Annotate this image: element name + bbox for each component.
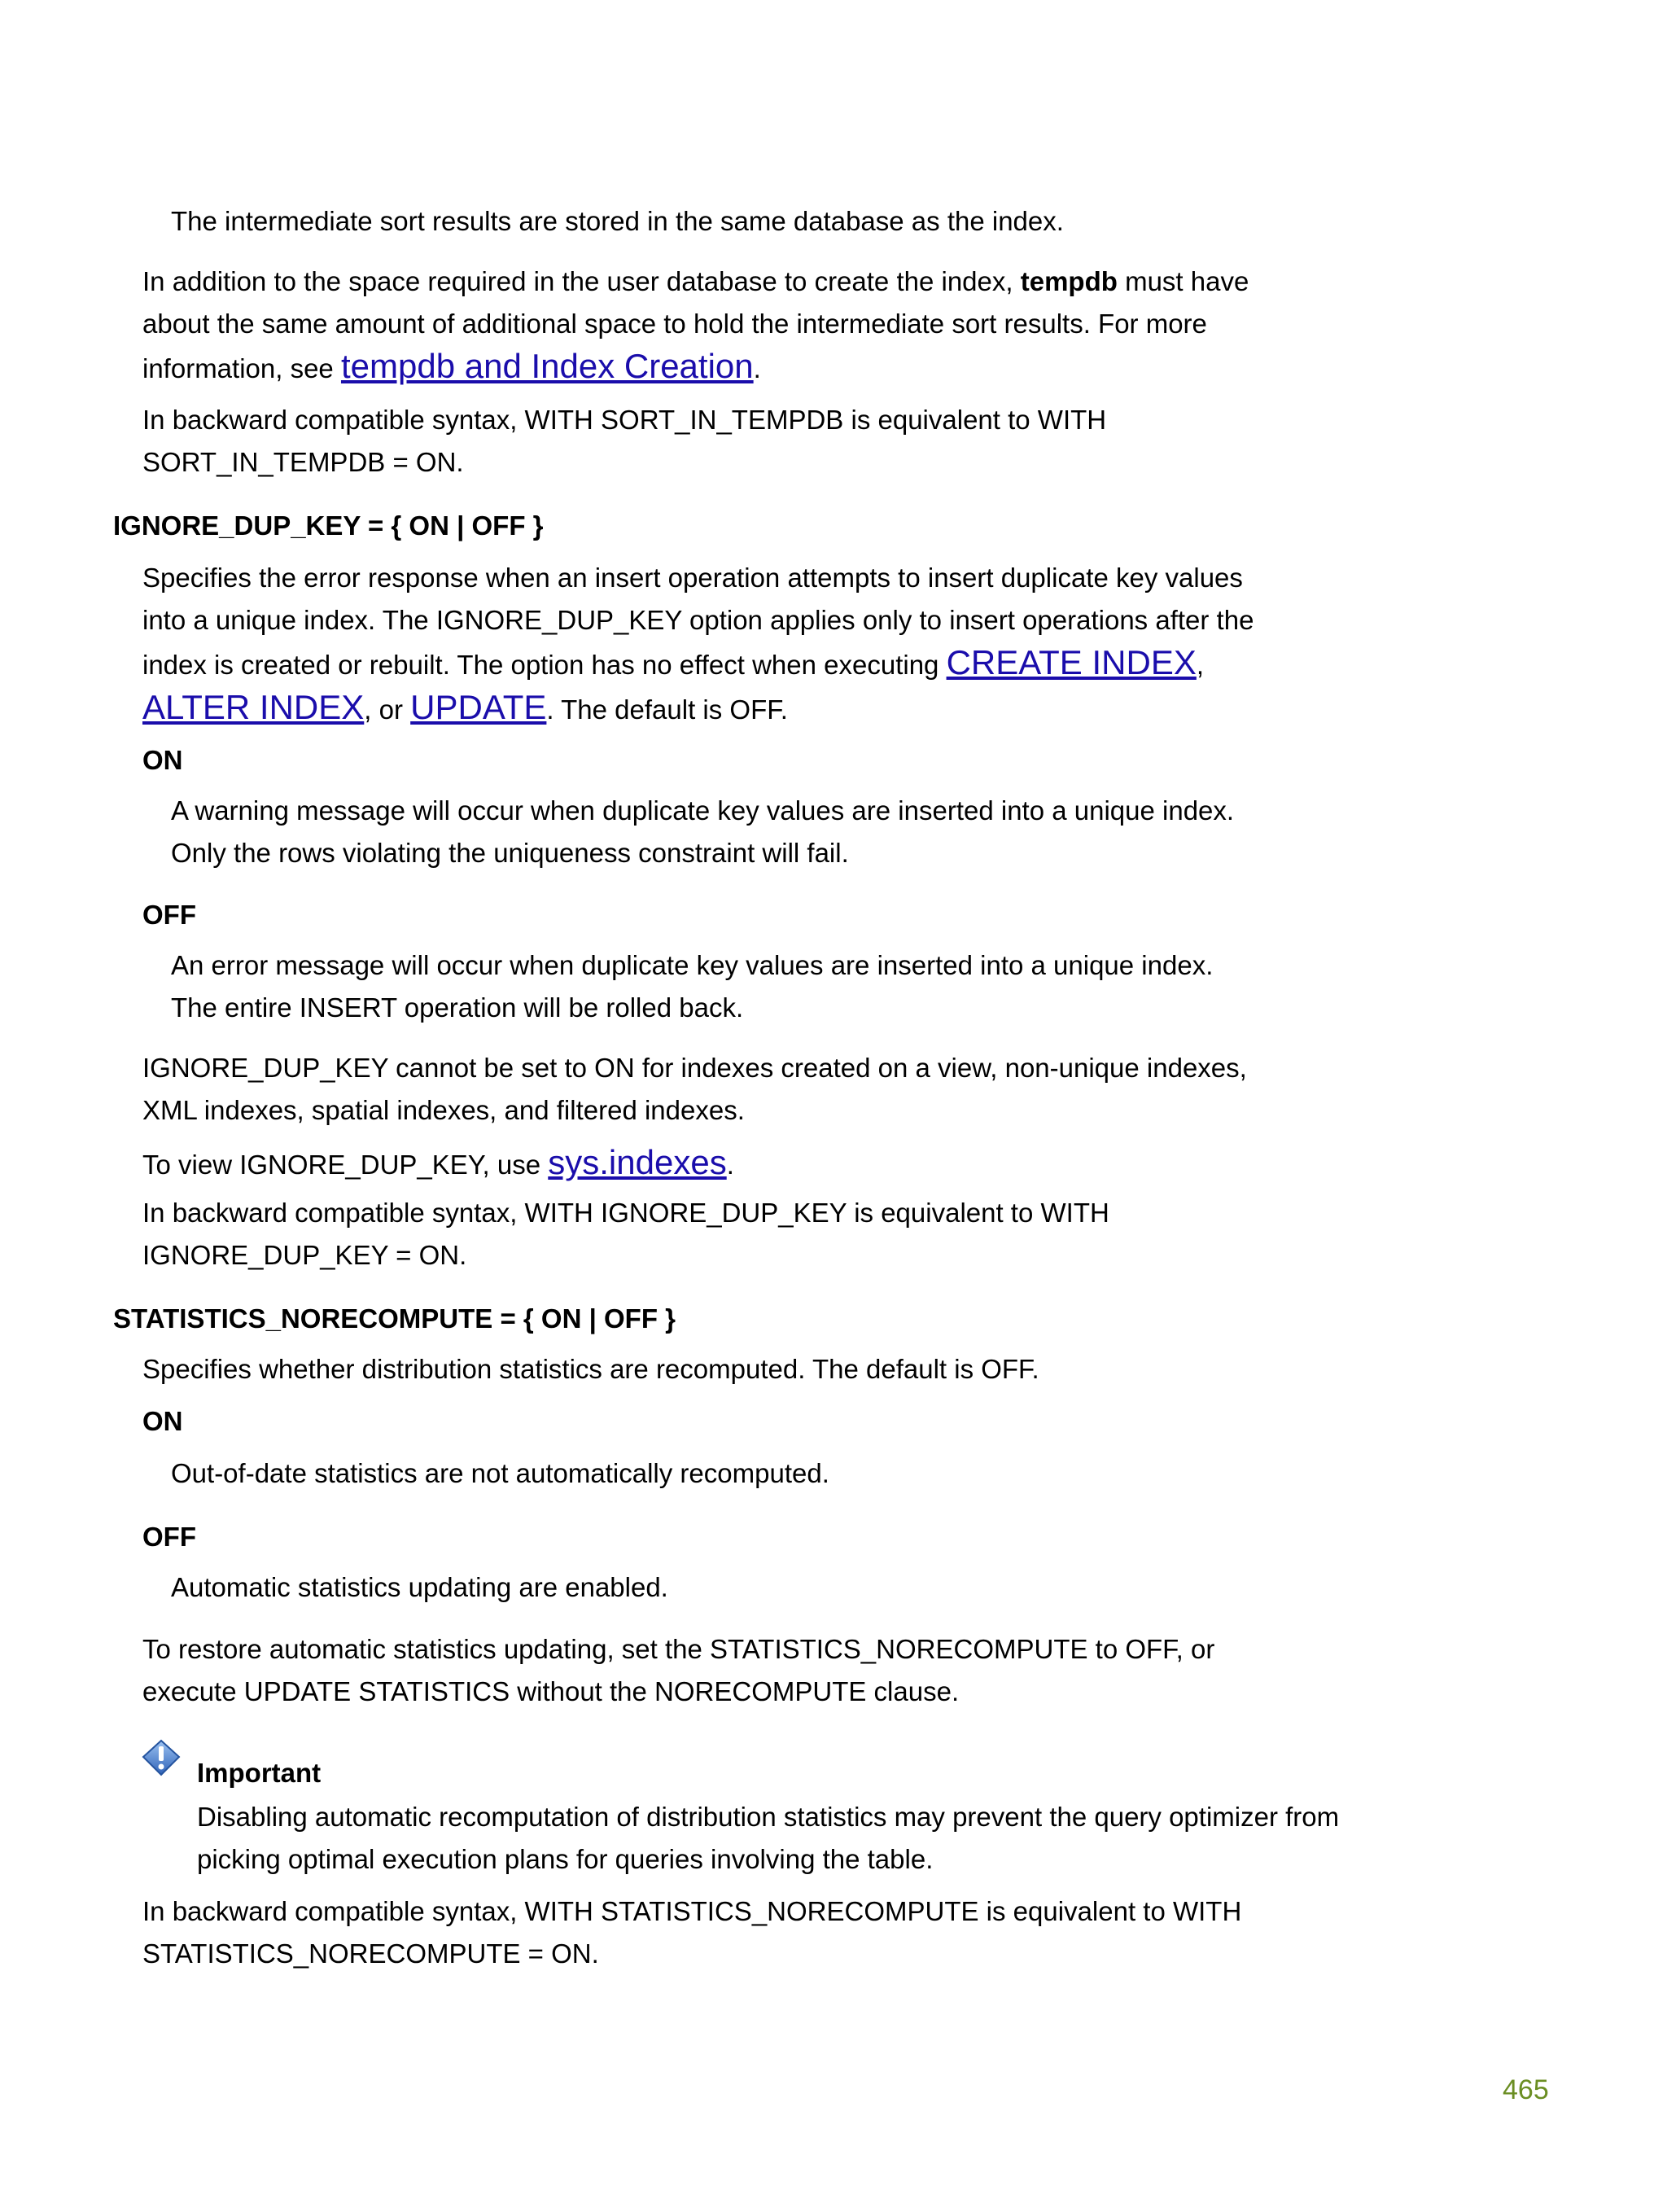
important-line-1: Disabling automatic recomputation of distribution statistics may prevent the query optimizer from [197,1802,1340,1832]
ignore-dup-key-heading: IGNORE_DUP_KEY = { ON | OFF } [113,510,544,541]
stats-description: Specifies whether distribution statistics are recomputed. The default is OFF. [142,1354,1039,1384]
ignore-desc-line-1: Specifies the error response when an insert operation attempts to insert duplicate key values [142,563,1243,593]
alter-index-link[interactable]: ALTER INDEX [142,688,365,726]
ignore-off-label: OFF [142,900,196,930]
tempdb-bold: tempdb [1020,266,1118,296]
text: must have [1125,266,1249,296]
sort-note [171,200,1064,243]
text: , [1196,650,1205,680]
sort-compat-line-2: SORT_IN_TEMPDB = ON. [142,447,464,477]
ignore-compat-line-1: In backward compatible syntax, WITH IGNORE_DUP_KEY is equivalent to WITH [142,1198,1109,1228]
stats-restore-paragraph [142,1628,1214,1713]
stats-off-label: OFF [142,1522,196,1552]
stats-compat-line-1: In backward compatible syntax, WITH STATISTICS_NORECOMPUTE is equivalent to WITH [142,1896,1242,1926]
text: , or [364,694,403,725]
ignore-compat-paragraph [142,1192,1109,1277]
ignore-off-line-1: An error message will occur when duplicate key values are inserted into a unique index. [171,950,1214,980]
create-index-link[interactable]: CREATE INDEX [946,643,1197,681]
text: information, see [142,353,334,383]
text: In addition to the space required in the user database to create the index, [142,266,1013,296]
sort-compat-paragraph [142,399,1106,484]
important-line-2: picking optimal execution plans for queries involving the table. [197,1844,934,1874]
ignore-on-line-2: Only the rows violating the uniqueness constraint will fail. [171,838,849,868]
tempdb-line-3 [142,345,1249,390]
statistics-norecompute-heading: STATISTICS_NORECOMPUTE = { ON | OFF } [113,1303,676,1334]
stats-compat-line-2: STATISTICS_NORECOMPUTE = ON. [142,1938,599,1969]
tempdb-line-1 [142,261,1249,303]
tempdb-index-creation-link[interactable]: tempdb and Index Creation [340,347,754,385]
text: . [726,1150,734,1180]
ignore-on-label: ON [142,745,183,775]
update-link[interactable]: UPDATE [410,688,547,726]
ignore-note-line-1: IGNORE_DUP_KEY cannot be set to ON for indexes created on a view, non-unique indexes, [142,1053,1247,1083]
important-note [197,1796,1339,1881]
important-title: Important [197,1758,322,1788]
ignore-desc-line-3 [142,642,1254,686]
ignore-desc-line-4 [142,686,1254,731]
sort-compat-line-1: In backward compatible syntax, WITH SORT_IN_TEMPDB is equivalent to WITH [142,405,1107,435]
tempdb-paragraph [142,261,1249,390]
text: index is created or rebuilt. The option has no effect when executing [142,650,939,680]
stats-on-label: ON [142,1406,183,1436]
ignore-on-description [171,790,1234,874]
text: . The default is OFF. [546,694,788,725]
ignore-note-line-2: XML indexes, spatial indexes, and filtered indexes. [142,1095,745,1125]
stats-restore-line-1: To restore automatic statistics updating, set the STATISTICS_NORECOMPUTE to OFF, or [142,1634,1215,1664]
ignore-desc-line-2: into a unique index. The IGNORE_DUP_KEY option applies only to insert operations after the [142,605,1254,635]
ignore-on-line-1: A warning message will occur when duplicate key values are inserted into a unique index. [171,795,1235,826]
stats-compat-paragraph [142,1890,1241,1975]
sys-indexes-link[interactable]: sys.indexes [548,1143,727,1181]
text: . [753,353,761,383]
stats-restore-line-2: execute UPDATE STATISTICS without the NORECOMPUTE clause. [142,1676,960,1706]
stats-on-description: Out-of-date statistics are not automatically recomputed. [171,1458,829,1488]
page-number: 465 [1503,2074,1549,2105]
ignore-off-line-2: The entire INSERT operation will be rolled back. [171,992,744,1023]
important-info-icon [140,1739,182,1778]
tempdb-line-2: about the same amount of additional space to hold the intermediate sort results. For more [142,309,1207,339]
ignore-desc-paragraph [142,557,1254,731]
sort-note-text: The intermediate sort results are stored in the same database as the index. [171,206,1064,236]
ignore-off-description [171,944,1213,1029]
text: To view IGNORE_DUP_KEY, use [142,1150,541,1180]
stats-off-description: Automatic statistics updating are enabled. [171,1572,668,1602]
ignore-view-paragraph [142,1141,734,1186]
ignore-note-paragraph [142,1047,1247,1132]
ignore-compat-line-2: IGNORE_DUP_KEY = ON. [142,1240,467,1270]
